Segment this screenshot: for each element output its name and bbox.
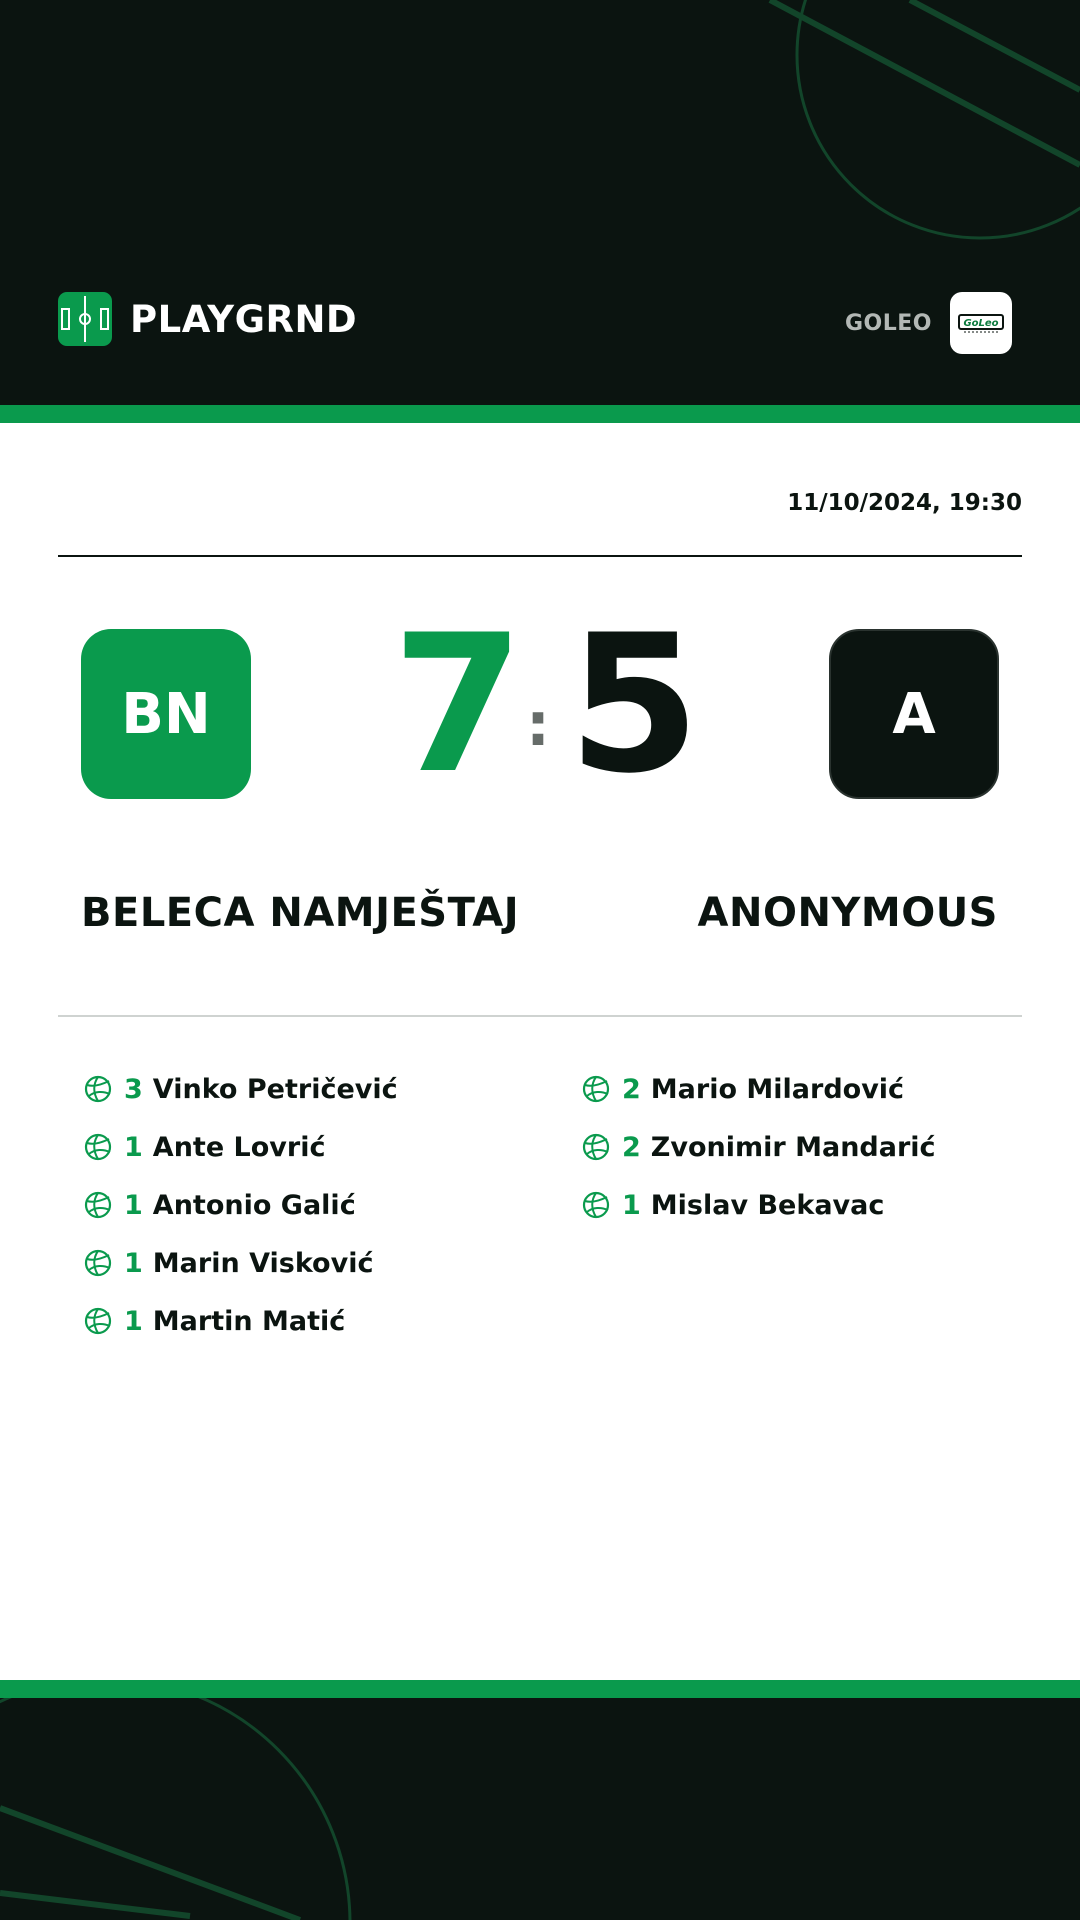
- ball-icon: [84, 1307, 112, 1335]
- ball-icon: [84, 1249, 112, 1277]
- scorer-row: [84, 1118, 504, 1176]
- scorer-goals: 2: [622, 1131, 641, 1163]
- footer: [0, 1698, 1080, 1920]
- scorer-name: Ante Lovrić: [152, 1131, 326, 1163]
- partner-logo: [950, 292, 1012, 354]
- ball-icon: [84, 1133, 112, 1161]
- scorer-name: Zvonimir Mandarić: [650, 1131, 936, 1163]
- scorer-name: Marin Visković: [152, 1247, 374, 1279]
- scorer-goals: 1: [124, 1305, 143, 1337]
- ball-icon: [582, 1075, 610, 1103]
- home-team-badge: BN: [81, 629, 251, 799]
- header: [0, 0, 1080, 405]
- partner-logo-text: GoLeo: [963, 318, 999, 329]
- brand[interactable]: [58, 292, 357, 346]
- away-team-name: ANONYMOUS: [697, 890, 998, 936]
- home-scorers-list: [84, 1060, 504, 1350]
- divider: [58, 1015, 1022, 1017]
- scorer-row: [84, 1060, 504, 1118]
- match-datetime: 11/10/2024, 19:30: [787, 490, 1022, 516]
- accent-stripe: [0, 405, 1080, 423]
- scorer-row: [582, 1118, 1002, 1176]
- ball-icon: [582, 1191, 610, 1219]
- scorer-goals: 1: [124, 1131, 143, 1163]
- ball-icon: [582, 1133, 610, 1161]
- scorer-goals: 1: [124, 1247, 143, 1279]
- scorer-goals: 1: [622, 1189, 641, 1221]
- scorer-name: Antonio Galić: [152, 1189, 356, 1221]
- scorer-goals: 1: [124, 1189, 143, 1221]
- scorer-row: [84, 1176, 504, 1234]
- scorer-name: Vinko Petričević: [152, 1073, 398, 1105]
- scorer-goals: 2: [622, 1073, 641, 1105]
- scorer-row: [582, 1060, 1002, 1118]
- away-score: 5: [568, 594, 701, 815]
- brand-name: PLAYGRND: [130, 297, 358, 341]
- divider: [58, 555, 1022, 557]
- home-team-name: BELECA NAMJEŠTAJ: [81, 890, 520, 936]
- accent-stripe: [0, 1680, 1080, 1698]
- away-team-badge: A: [829, 629, 999, 799]
- scorer-row: [84, 1292, 504, 1350]
- away-scorers-list: [582, 1060, 1002, 1234]
- home-score: 7: [392, 594, 525, 815]
- scorer-row: [582, 1176, 1002, 1234]
- scorer-name: Martin Matić: [152, 1305, 346, 1337]
- scorer-row: [84, 1234, 504, 1292]
- ball-icon: [84, 1075, 112, 1103]
- scorer-name: Mislav Bekavac: [650, 1189, 885, 1221]
- scorer-name: Mario Milardović: [650, 1073, 905, 1105]
- score-separator: :: [526, 690, 550, 760]
- scorer-goals: 3: [124, 1073, 143, 1105]
- partner-label: GOLEO: [844, 310, 932, 336]
- pitch-icon: [58, 292, 112, 346]
- pitch-decoration: [0, 1698, 1080, 1920]
- partner[interactable]: [845, 292, 1012, 354]
- ball-icon: [84, 1191, 112, 1219]
